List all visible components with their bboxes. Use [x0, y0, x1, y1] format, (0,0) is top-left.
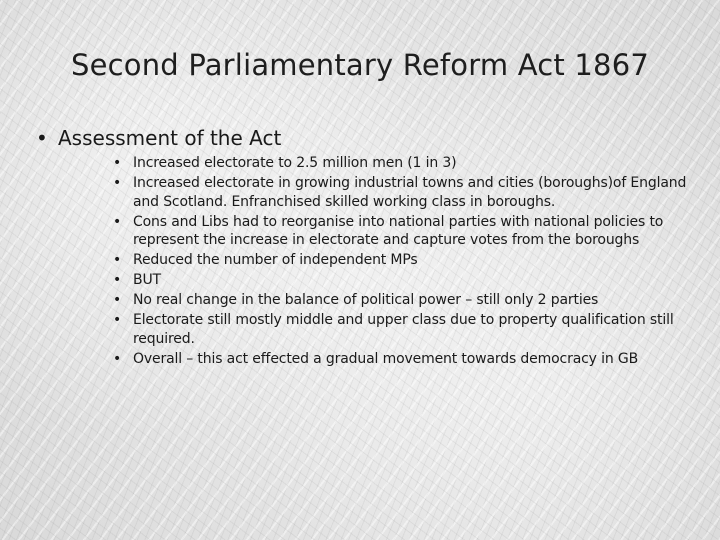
point-text: Overall – this act effected a gradual movement towards democracy in GB: [133, 350, 639, 367]
point-text: Cons and Libs had to reorganise into national parties with national policies to represent the increase in electorate and capture votes from the boroughs: [133, 213, 664, 248]
bullet-marker: •: [113, 350, 122, 367]
heading-bullet: [36, 126, 281, 150]
heading-text: Assessment of the Act: [58, 126, 282, 150]
bullet-marker: •: [113, 252, 122, 268]
point-text: Electorate still mostly middle and upper class due to property qualification still required.: [133, 312, 674, 347]
bullet-marker: •: [113, 272, 122, 288]
bullet-marker: •: [113, 155, 122, 171]
list-item: [113, 291, 693, 310]
bullet-marker: •: [113, 213, 122, 230]
point-text: BUT: [133, 272, 161, 288]
slide-title: Second Parliamentary Reform Act 1867: [70, 48, 649, 82]
list-item: [113, 213, 693, 250]
list-item: [113, 154, 693, 173]
list-item: [113, 350, 693, 369]
points-list: [113, 154, 693, 370]
list-item: [113, 251, 693, 270]
bullet-marker: •: [113, 292, 122, 308]
bullet-marker: •: [113, 312, 122, 328]
list-item: [113, 311, 693, 348]
point-text: Reduced the number of independent MPs: [133, 252, 418, 268]
list-item: [113, 271, 693, 290]
bullet-marker: •: [113, 175, 122, 191]
point-text: Increased electorate in growing industrial towns and cities (boroughs)of England and Scotland. Enfranchised skilled working class in boroughs.: [133, 175, 687, 210]
list-item: [113, 174, 693, 211]
point-text: Increased electorate to 2.5 million men (1 in 3): [133, 155, 457, 171]
point-text: No real change in the balance of political power – still only 2 parties: [133, 292, 599, 308]
bullet-marker: •: [36, 126, 48, 150]
